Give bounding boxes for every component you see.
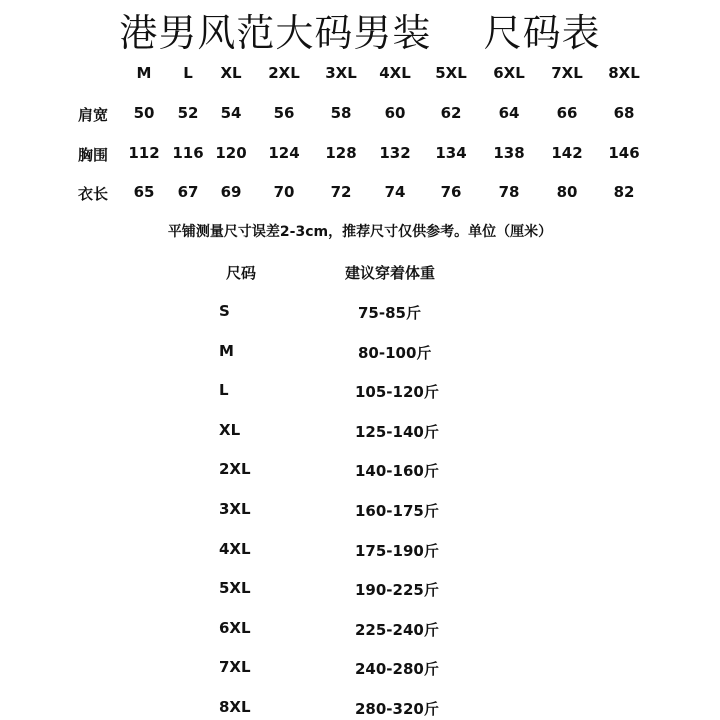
measurement-cell: 132 xyxy=(379,144,411,162)
measurement-note: 平铺测量尺寸误差2-3cm，推荐尺寸仅供参考。单位（厘米） xyxy=(167,224,553,240)
weight-row-range: 125-140斤 xyxy=(355,423,439,441)
measurement-cell: 54 xyxy=(220,104,242,122)
row-label: 衣长 xyxy=(78,185,109,203)
weight-row-range: 105-120斤 xyxy=(355,383,439,401)
weight-row-range: 225-240斤 xyxy=(355,621,439,639)
measurement-cell: 52 xyxy=(177,104,199,122)
weight-row-range: 160-175斤 xyxy=(355,502,439,520)
measurement-cell: 69 xyxy=(220,183,242,201)
size-column-header: 尺码 xyxy=(226,264,257,282)
size-header-cell: 8XL xyxy=(608,64,640,82)
row-label: 胸围 xyxy=(78,146,109,164)
weight-row-range: 80-100斤 xyxy=(358,344,432,362)
weight-row-size: 8XL xyxy=(219,698,251,716)
weight-row-range: 140-160斤 xyxy=(355,462,439,480)
weight-row-size: 7XL xyxy=(219,658,251,676)
measurement-cell: 50 xyxy=(133,104,155,122)
weight-row-size: 5XL xyxy=(219,579,251,597)
size-header-cell: 7XL xyxy=(551,64,583,82)
measurement-cell: 138 xyxy=(493,144,525,162)
measurement-cell: 112 xyxy=(128,144,160,162)
measurement-cell: 65 xyxy=(133,183,155,201)
weight-row-size: 3XL xyxy=(219,500,251,518)
row-label: 肩宽 xyxy=(78,106,109,124)
measurement-cell: 146 xyxy=(608,144,640,162)
measurement-cell: 62 xyxy=(440,104,462,122)
size-header-cell: 2XL xyxy=(268,64,300,82)
measurement-cell: 82 xyxy=(613,183,635,201)
measurement-cell: 80 xyxy=(556,183,578,201)
weight-row-range: 175-190斤 xyxy=(355,542,439,560)
measurement-cell: 76 xyxy=(440,183,462,201)
page-title: 港男风范大码男装 尺码表 xyxy=(119,11,601,55)
weight-row-size: 2XL xyxy=(219,460,251,478)
weight-row-range: 190-225斤 xyxy=(355,581,439,599)
measurement-cell: 68 xyxy=(613,104,635,122)
weight-column-header: 建议穿着体重 xyxy=(345,264,436,282)
size-header-cell: M xyxy=(136,64,152,82)
weight-row-size: S xyxy=(219,302,230,320)
size-header-cell: 3XL xyxy=(325,64,357,82)
weight-row-range: 75-85斤 xyxy=(358,304,421,322)
measurement-cell: 142 xyxy=(551,144,583,162)
measurement-cell: 60 xyxy=(384,104,406,122)
measurement-cell: 72 xyxy=(330,183,352,201)
weight-row-range: 240-280斤 xyxy=(355,660,439,678)
measurement-cell: 124 xyxy=(268,144,300,162)
measurement-cell: 64 xyxy=(498,104,520,122)
weight-row-size: M xyxy=(219,342,234,360)
measurement-cell: 67 xyxy=(177,183,199,201)
measurement-cell: 78 xyxy=(498,183,520,201)
measurement-cell: 116 xyxy=(172,144,204,162)
measurement-cell: 128 xyxy=(325,144,357,162)
measurement-cell: 58 xyxy=(330,104,352,122)
measurement-cell: 66 xyxy=(556,104,578,122)
weight-row-size: L xyxy=(219,381,229,399)
measurement-cell: 134 xyxy=(435,144,467,162)
weight-row-size: 4XL xyxy=(219,540,251,558)
weight-row-size: XL xyxy=(219,421,241,439)
size-header-cell: 6XL xyxy=(493,64,525,82)
weight-row-size: 6XL xyxy=(219,619,251,637)
size-header-cell: 5XL xyxy=(435,64,467,82)
measurement-cell: 74 xyxy=(384,183,406,201)
measurement-cell: 70 xyxy=(273,183,295,201)
size-header-cell: L xyxy=(183,64,193,82)
measurement-cell: 56 xyxy=(273,104,295,122)
size-header-cell: 4XL xyxy=(379,64,411,82)
measurement-cell: 120 xyxy=(215,144,247,162)
size-header-cell: XL xyxy=(220,64,242,82)
weight-row-range: 280-320斤 xyxy=(355,700,439,718)
